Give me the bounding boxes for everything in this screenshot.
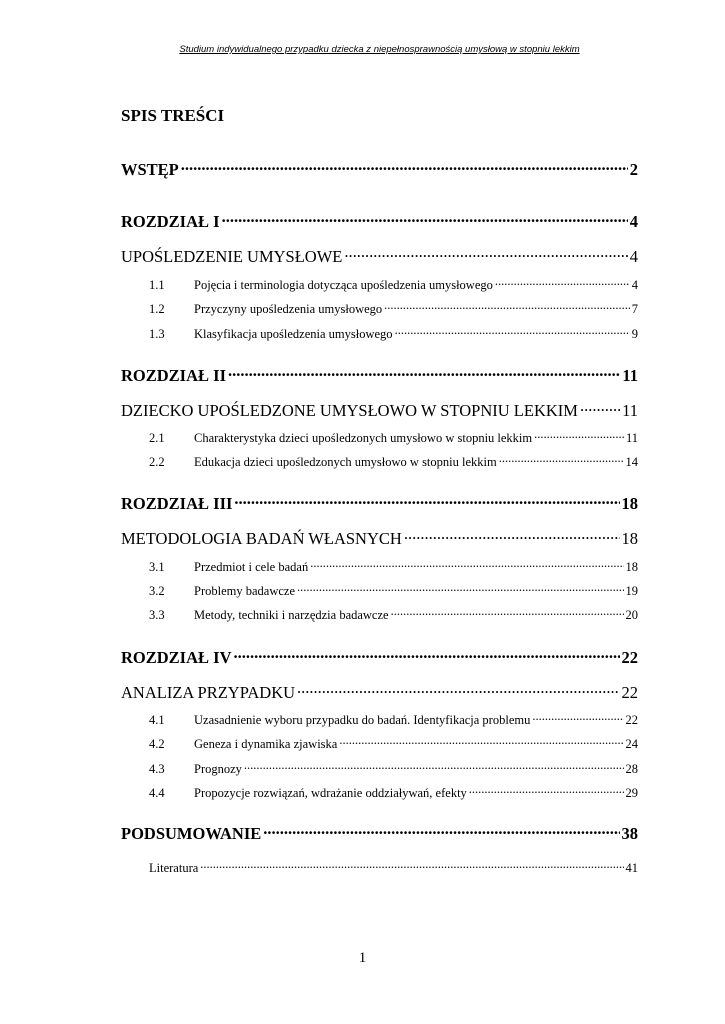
toc-leader-dots xyxy=(308,558,623,571)
toc-entry-section-3-2[interactable] xyxy=(149,582,638,599)
toc-entry-label: ROZDZIAŁ III xyxy=(121,493,233,513)
toc-entry-section-2-2[interactable] xyxy=(149,453,638,470)
toc-entry-page: 2 xyxy=(629,159,638,179)
toc-leader-dots xyxy=(198,859,623,872)
toc-leader-dots xyxy=(226,364,620,381)
toc-leader-dots xyxy=(389,606,624,619)
toc-entry-chapter-1-title[interactable] xyxy=(121,245,638,267)
toc-entry-section-1-1[interactable] xyxy=(149,276,638,293)
toc-entry-label: Propozycje rozwiązań, wdrażanie oddziaływań, efekty xyxy=(194,785,467,800)
toc-entry-page: 18 xyxy=(621,528,638,548)
toc-entry-page: 22 xyxy=(625,712,638,727)
toc-entry-page: 20 xyxy=(625,607,638,622)
toc-entry-label: Charakterystyka dzieci upośledzonych umysłowo w stopniu lekkim xyxy=(194,430,533,445)
toc-leader-dots xyxy=(578,399,620,416)
toc-entry-section-4-1[interactable] xyxy=(149,711,638,728)
toc-entry-label: Geneza i dynamika zjawiska xyxy=(194,736,338,751)
toc-entry-section-4-3[interactable] xyxy=(149,760,638,777)
toc-entry-number: 3.1 xyxy=(149,559,165,574)
toc-entry-number: 4.4 xyxy=(149,785,165,800)
toc-entry-page: 41 xyxy=(625,860,638,875)
toc-entry-page: 22 xyxy=(621,682,638,702)
toc-leader-dots xyxy=(467,784,624,797)
toc-leader-dots xyxy=(337,735,623,748)
toc-leader-dots xyxy=(261,822,619,839)
toc-entry-section-1-3[interactable] xyxy=(149,325,638,342)
toc-entry-chapter-2-title[interactable] xyxy=(121,399,638,421)
toc-entry-section-3-3[interactable] xyxy=(149,606,638,623)
toc-entry-chapter-4-title[interactable] xyxy=(121,681,638,703)
toc-entry-label: ANALIZA PRZYPADKU xyxy=(121,682,296,702)
toc-title: SPIS TREŚCI xyxy=(121,106,225,125)
toc-entry-label: Prognozy xyxy=(194,761,242,776)
toc-entry-label: Metody, techniki i narzędzia badawcze xyxy=(194,607,389,622)
toc-entry-bibliography[interactable] xyxy=(149,859,638,876)
toc-leader-dots xyxy=(179,158,628,175)
toc-entry-label: Klasyfikacja upośledzenia umysłowego xyxy=(194,326,393,341)
toc-entry-summary[interactable] xyxy=(121,822,638,844)
toc-entry-number: 4.2 xyxy=(149,736,165,751)
toc-leader-dots xyxy=(382,300,630,313)
toc-entry-label: Uzasadnienie wyboru przypadku do badań. Identyfikacja problemu xyxy=(194,712,531,727)
toc-entry-label: UPOŚLEDZENIE UMYSŁOWE xyxy=(121,246,343,266)
page-number: 1 xyxy=(358,950,367,966)
toc-entry-label: METODOLOGIA BADAŃ WŁASNYCH xyxy=(121,528,402,548)
toc-entry-page: 28 xyxy=(625,761,638,776)
toc-entry-page: 11 xyxy=(622,365,638,385)
toc-entry-chapter-1[interactable] xyxy=(121,210,638,232)
toc-entry-page: 18 xyxy=(625,559,638,574)
toc-entry-number: 3.3 xyxy=(149,607,165,622)
toc-entry-page: 14 xyxy=(625,454,638,469)
toc-leader-dots xyxy=(242,760,624,773)
toc-entry-page: 11 xyxy=(625,430,638,445)
toc-leader-dots xyxy=(231,646,619,663)
toc-entry-page: 9 xyxy=(631,326,638,341)
toc-entry-wstep[interactable] xyxy=(121,158,638,180)
toc-entry-label: ROZDZIAŁ II xyxy=(121,365,226,385)
toc-entry-page: 4 xyxy=(631,277,638,292)
toc-entry-label: Problemy badawcze xyxy=(194,583,296,598)
toc-entry-page: 19 xyxy=(625,583,638,598)
toc-entry-number: 4.1 xyxy=(149,712,165,727)
toc-entry-number: 1.3 xyxy=(149,326,165,341)
toc-entry-page: 7 xyxy=(631,301,638,316)
toc-entry-label: WSTĘP xyxy=(121,159,179,179)
toc-leader-dots xyxy=(232,492,619,509)
toc-leader-dots xyxy=(295,582,623,595)
toc-entry-page: 4 xyxy=(629,211,638,231)
toc-entry-page: 4 xyxy=(629,246,638,266)
toc-leader-dots xyxy=(493,276,630,289)
toc-leader-dots xyxy=(295,681,619,698)
toc-entry-section-4-2[interactable] xyxy=(149,735,638,752)
toc-entry-section-4-4[interactable] xyxy=(149,784,638,801)
toc-entry-chapter-4[interactable] xyxy=(121,646,638,668)
toc-leader-dots xyxy=(393,325,630,338)
toc-entry-number: 3.2 xyxy=(149,583,165,598)
toc-entry-label: PODSUMOWANIE xyxy=(121,823,262,843)
toc-entry-label: ROZDZIAŁ IV xyxy=(121,647,232,667)
toc-entry-number: 1.2 xyxy=(149,301,165,316)
toc-entry-section-1-2[interactable] xyxy=(149,300,638,317)
toc-leader-dots xyxy=(342,245,627,262)
toc-entry-label: Literatura xyxy=(149,860,199,875)
toc-entry-section-3-1[interactable] xyxy=(149,558,638,575)
toc-entry-number: 2.1 xyxy=(149,430,165,445)
toc-leader-dots xyxy=(402,527,620,544)
toc-entry-page: 38 xyxy=(621,823,638,843)
toc-entry-chapter-3-title[interactable] xyxy=(121,527,638,549)
toc-entry-label: DZIECKO UPOŚLEDZONE UMYSŁOWO W STOPNIU LEKKIM xyxy=(121,400,578,420)
toc-leader-dots xyxy=(220,210,628,227)
toc-entry-page: 29 xyxy=(625,785,638,800)
toc-entry-number: 2.2 xyxy=(149,454,165,469)
toc-entry-section-2-1[interactable] xyxy=(149,429,638,446)
toc-entry-label: ROZDZIAŁ I xyxy=(121,211,220,231)
toc-leader-dots xyxy=(532,429,624,442)
toc-entry-number: 4.3 xyxy=(149,761,165,776)
running-header: Studium indywidualnego przypadku dziecka z niepełnosprawnością umysłową w stopniu lekkim xyxy=(179,44,580,55)
toc-entry-label: Pojęcia i terminologia dotycząca upośledzenia umysłowego xyxy=(194,277,493,292)
toc-leader-dots xyxy=(497,453,624,466)
toc-entry-label: Przyczyny upośledzenia umysłowego xyxy=(194,301,383,316)
toc-entry-page: 11 xyxy=(622,400,638,420)
toc-entry-chapter-2[interactable] xyxy=(121,364,638,386)
toc-entry-label: Edukacja dzieci upośledzonych umysłowo w stopniu lekkim xyxy=(194,454,497,469)
toc-entry-page: 18 xyxy=(621,493,638,513)
toc-entry-page: 22 xyxy=(621,647,638,667)
toc-entry-number: 1.1 xyxy=(149,277,165,292)
toc-entry-chapter-3[interactable] xyxy=(121,492,638,514)
toc-leader-dots xyxy=(530,711,623,724)
toc-entry-page: 24 xyxy=(625,736,638,751)
toc-entry-label: Przedmiot i cele badań xyxy=(194,559,309,574)
